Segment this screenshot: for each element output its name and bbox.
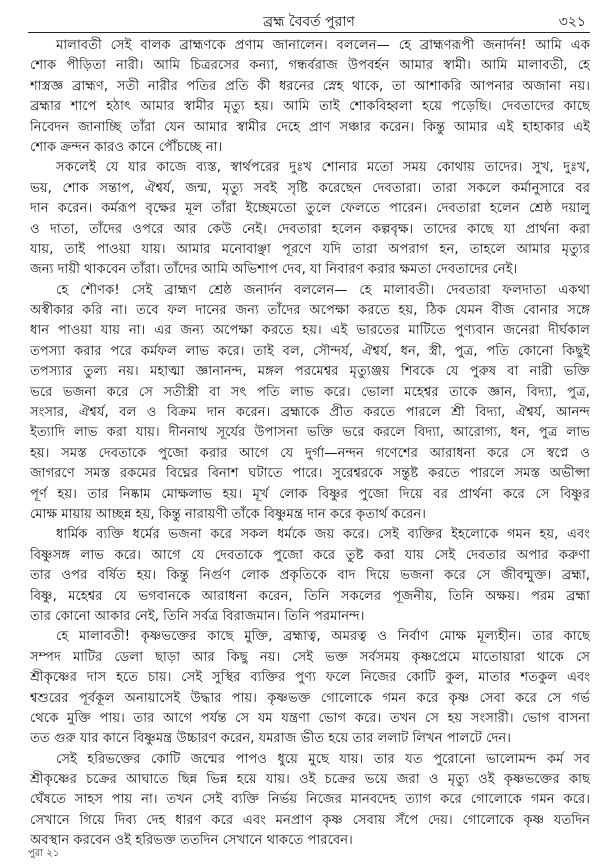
text-line: সকলেই যে যার কাজে ব্যস্ত, স্বার্থপরের দুঃখ শোনার মতো সময় কোথায় তাদের। সুখ, দুঃখ,	[56, 160, 590, 176]
text-line: ধান পাওয়া যায় না। এর জন্য অপেক্ষা করতে হয়। এই ভারতের মাটিতে পুণ্যবান জনেরা দীর্ঘকাল	[30, 323, 590, 339]
paragraph	[30, 281, 590, 526]
paragraph	[30, 627, 590, 749]
page-number: ৩২১	[558, 14, 586, 30]
text-line: তার কোনো আকার নেই, তিনি সর্বত্র বিরাজমান। তিনি পরমানন্দ।	[30, 608, 365, 624]
paragraph	[30, 36, 590, 158]
text-line: ইত্যাদি লাভ করা যায়। দীননাথ সূর্যের উপাসনা ভক্তি ভরে করলে বিদ্যা, আরোগ্য, ধন, পুত্র লাভ	[30, 425, 590, 441]
page-header	[28, 4, 590, 32]
text-line: শ্রীকৃষ্ণের চক্রের আঘাতে ছিন্ন ভিন্ন হয়ে যায়। ওই চক্রের ভয়ে জরা ও মৃত্যু ওই কৃষ্ণভক্তের কাছ	[30, 772, 590, 788]
text-line: বিষ্ণুসঙ্গ লাভ করে। আগে যে দেবতাকে পুজো করে তুষ্ট করা যায় সেই দেবতার অপার করুণা	[30, 547, 590, 563]
paragraph	[30, 525, 590, 627]
text-line: বিষ্ণু, মহেশ্বর যে ভগবানকে আরাধনা করেন, তিনি সকলের পূজনীয়, তিনি অক্ষয়। পরম ব্রহ্মা	[30, 588, 590, 604]
text-line: সেই হরিভক্তের কোটি জন্মের পাপও ধুয়ে মুছে যায়। তার যত পুরোনো ভালোমন্দ কর্ম সব	[56, 751, 590, 767]
text-line: তত গুরু যার কানে বিষ্ণুমন্ত্র উচ্চারণ করেন, যমরাজ ভীত হয়ে তার ললাট লিখন পালটে দেন।	[30, 731, 511, 747]
text-line: ধার্মিক ব্যক্তি ধর্মের ভজনা করে সকল ধর্মকে জয় করে। সেই ব্যক্তির ইহলোকে গমন হয়, এবং	[56, 527, 590, 543]
text-line: দান করেন। কর্মরূপ বৃক্ষের মূল তাঁরা ইচ্ছেমতো তুলে ফেলতে পারেন। দেবতারা হলেন শ্রেষ্ঠ দয়ালু	[30, 201, 590, 217]
text-line: ও দাতা, তাঁদের ওপরে আর কেউ নেই। দেবতারা হলেন কল্পবৃক্ষ। তাদের কাছে যা প্রার্থনা করা	[30, 221, 590, 237]
text-line: শাস্ত্রজ্ঞ ব্রাহ্মণ, সতী নারীর পতির প্রতি কী ধরনের স্নেহ থাকে, তা আশাকরি আপনার অজানা নয়।	[30, 78, 590, 94]
text-line: ভয়, শোক সন্তাপ, ঐশ্বর্য, জন্ম, মৃত্যু সবই সৃষ্টি করেছেন দেবতারা। তারা সকলে কর্মানুসারে বর	[30, 180, 590, 196]
text-line: শ্রীকৃষ্ণের দাস হতে চায়। সেই সুস্থির ব্যক্তির পুণ্য ফলে নিজের কোটি কুল, মাতার শতকুল এবং	[30, 670, 590, 686]
text-line: পূর্ণ হয়। তার নিষ্কাম মোক্ষলাভ হয়। মূর্খ লোক বিষ্ণুর পুজো দিয়ে বর প্রার্থনা করে সে বিষ্ণুর	[30, 486, 590, 502]
text-line: শোক ক্রন্দন কারও কানে পৌঁচচ্ছে না।	[30, 139, 223, 155]
body-text	[30, 36, 590, 852]
text-line: যায়, তাই পাওয়া যায়। আমার মনোবাঞ্ছা পূরণে যদি তারা অপরাগ হন, তাহলে আমার মৃত্যুর	[30, 241, 590, 257]
text-line: তার ওপর বর্ষিত হয়। কিন্তু নির্গুণ লোক প্রকৃতিকে বাদ দিয়ে ভজনা করে সে জীবন্মুক্ত। ব্রহ্মা,	[30, 568, 590, 584]
text-line: ব্রহ্মার শাপে হঠাৎ আমার স্বামীর মৃত্যু হয়। আমি তাই শোকবিহ্বলা হয়ে পড়েছি। দেবতাদের কাছে	[30, 99, 590, 115]
text-line: ভরে ভজনা করে সে সতীস্ত্রী বা সৎ পতি লাভ করে। ভোলা মহেশ্বর তাকে জ্ঞান, বিদ্যা, পুত্র,	[30, 384, 590, 400]
text-line: তপস্যার তুল্য নয়। মহাত্মা জ্ঞানানন্দ, মঙ্গল পরমেশ্বর মৃত্যুঞ্জয় শিবকে যে পুরুষ বা নারী ভক্তি	[30, 364, 590, 380]
text-line: থেকে মুক্তি পায়। তার আগে পর্যন্ত সে যম যন্ত্রণা ভোগ করে। তখন সে হয় সংসারী। ভোগ বাসনা	[30, 710, 590, 726]
text-line: মালাবতী সেই বালক ব্রাহ্মণকে প্রণাম জানালেন। বললেন— হে ব্রাহ্মণরূপী জনার্দন! আমি এক	[56, 38, 590, 53]
running-title: ব্রহ্ম বৈবর্ত পুরাণ	[263, 14, 355, 30]
text-line: সেখানে গিয়ে দিব্য দেহ ধারণ করে এবং মনপ্রাণ কৃষ্ণ সেবায় সঁপে দেয়। গোলোকে কৃষ্ণ যতদিন	[30, 812, 590, 828]
text-line: ঘেঁষতে সাহস পায় না। তখন সেই ব্যক্তি নির্ভয় নিজের মানবদেহ ত্যাগ করে গোলোকে গমন করে।	[30, 792, 590, 808]
text-line: অবস্থান করবেন ওই হরিভক্ত ততদিন সেখানে থাকতে পারবেন।	[30, 833, 353, 849]
text-line: হয়। সমস্ত দেবতাকে পুজো করার আগে যে দুর্গা—নন্দন গণেশের আরাধনা করে সে স্বপ্নে ও	[30, 445, 590, 461]
footer-signature: পুরা ২১	[28, 848, 60, 859]
text-line: নিবেদন জানাচ্ছি তাঁরা যেন আমার স্বামীর দেহে প্রাণ সঞ্চার করেন। কিন্তু আমার এই হাহাকার এই	[30, 119, 590, 135]
text-line: শ্বশুরের পূর্বকূল অনায়াসেই উদ্ধার পায়। কৃষ্ণভক্ত গোলোকে গমন করে কৃষ্ণ সেবা করে সে গর্ভ	[30, 690, 590, 706]
text-line: হে শৌণক! সেই ব্রাহ্মণ শ্রেষ্ঠ জনার্দন বললেন— হে মালাবতী। দেবতারা ফলদাতা একথা	[56, 282, 590, 298]
text-line: অস্বীকার করি না। তবে ফল দানের জন্য তাঁদের অপেক্ষা করতে হয়, ঠিক যেমন বীজ বোনার সঙ্গে	[30, 303, 590, 319]
text-line: মোক্ষ মায়ায় আচ্ছন্ন হয়, কিন্তু নারায়ণী তাঁকে বিষ্ণুমন্ত্র দান করে কৃতার্থ করেন।	[30, 506, 427, 522]
text-line: হে মালাবতী! কৃষ্ণভক্তের কাছে মুক্তি, ব্রহ্মাত্ব, অমরত্ব ও নির্বাণ মোক্ষ মূল্যহীন। তার কাছে	[56, 629, 590, 645]
text-line: জাগরণে সমস্ত রকমের বিঘ্নের বিনাশ ঘটাতে পারে। সুরেশ্বরকে সন্তুষ্ট করতে পারলে সমস্ত অভীপ্সা	[30, 466, 590, 482]
text-line: তপস্যা করার পরে কর্মফল লাভ করে। তাই বল, সৌন্দর্য, ঐশ্বর্য, ধন, স্ত্রী, পুত্র, পতি কোনো কিছুই	[30, 343, 590, 359]
text-line: জন্য দায়ী থাকবেন তাঁরা। তাঁদের আমি অভিশাপ দেব, যা নিবারণ করার ক্ষমতা দেবতাদের নেই।	[30, 262, 518, 278]
paragraph	[30, 750, 590, 852]
text-line: সম্পদ মাটির ডেলা ছাড়া আর কিছু নয়। সেই ভক্ত সর্বসময় কৃষ্ণপ্রেমে মাতোয়ারা থাকে সে	[30, 649, 590, 665]
header-rule	[28, 32, 590, 33]
text-line: শোক পীড়িতা নারী। আমি চিত্ররসের কন্যা, গন্ধর্বরাজ উপবর্হন আমার স্বামী। আমি মালাবতী, হে	[30, 58, 590, 74]
text-line: সংসার, ঐশ্বর্য, বল ও বিক্রম দান করেন। ব্রহ্মাকে প্রীত করতে পারলে শ্রী বিদ্যা, ঐশ্বর্য, আনন্দ	[30, 405, 590, 421]
paragraph	[30, 158, 590, 280]
